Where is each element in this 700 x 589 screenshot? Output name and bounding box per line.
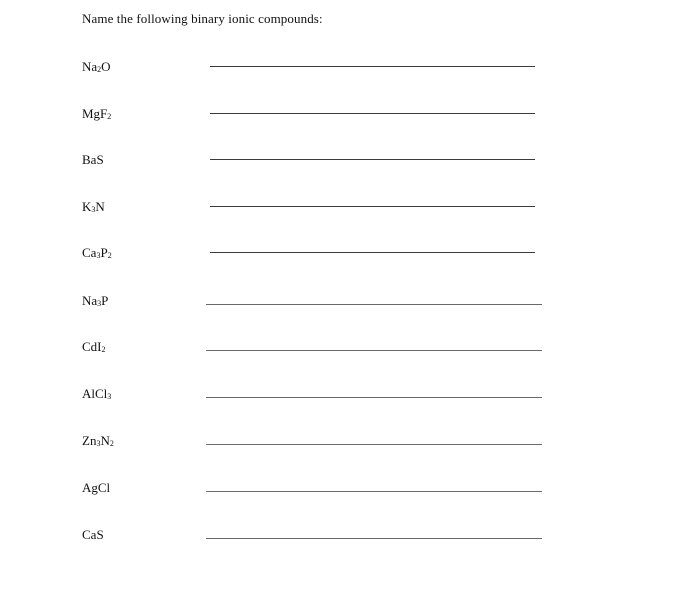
compound-formula <box>82 293 108 309</box>
formula-element-symbol: AlCl <box>82 386 108 401</box>
compound-row <box>0 433 700 457</box>
compound-row <box>0 199 700 223</box>
answer-blank-line[interactable] <box>210 206 535 207</box>
formula-subscript: 3 <box>96 439 101 448</box>
compound-formula <box>82 152 104 168</box>
formula-element-symbol: K <box>82 199 92 214</box>
formula-element-symbol: Ca <box>82 245 97 260</box>
compound-row <box>0 106 700 130</box>
compound-formula <box>82 199 105 215</box>
answer-blank-line[interactable] <box>206 491 542 492</box>
compound-formula <box>82 527 104 543</box>
answer-blank-line[interactable] <box>206 444 542 445</box>
compound-formula <box>82 339 106 355</box>
instruction-heading: Name the following binary ionic compounds: <box>82 11 323 26</box>
formula-subscript: 2 <box>107 251 112 260</box>
answer-blank-line[interactable] <box>210 113 535 114</box>
compound-formula <box>82 480 110 496</box>
formula-subscript: 3 <box>107 392 112 401</box>
compound-formula <box>82 245 112 261</box>
compound-formula <box>82 386 111 402</box>
formula-element-symbol: CdI <box>82 339 102 354</box>
formula-element-symbol: N <box>100 433 110 448</box>
compound-row <box>0 293 700 317</box>
formula-subscript: 3 <box>91 205 96 214</box>
compound-row <box>0 386 700 410</box>
formula-subscript: 3 <box>96 251 101 260</box>
answer-blank-line[interactable] <box>206 304 542 305</box>
formula-element-symbol: BaS <box>82 152 104 167</box>
compound-row <box>0 339 700 363</box>
formula-subscript: 2 <box>107 112 112 121</box>
formula-element-symbol: Na <box>82 293 98 308</box>
formula-subscript: 2 <box>109 439 114 448</box>
formula-element-symbol: O <box>101 59 111 74</box>
compound-row <box>0 527 700 551</box>
formula-subscript: 2 <box>97 65 102 74</box>
compound-formula <box>82 59 111 75</box>
answer-blank-line[interactable] <box>206 350 542 351</box>
compound-row <box>0 59 700 83</box>
compound-row <box>0 480 700 504</box>
answer-blank-line[interactable] <box>206 397 542 398</box>
formula-element-symbol: Zn <box>82 433 97 448</box>
formula-element-symbol: P <box>101 293 109 308</box>
compound-row <box>0 152 700 176</box>
formula-element-symbol: N <box>95 199 105 214</box>
compound-formula <box>82 433 114 449</box>
answer-blank-line[interactable] <box>206 538 542 539</box>
formula-subscript: 3 <box>97 299 102 308</box>
formula-element-symbol: MgF <box>82 106 108 121</box>
compound-formula <box>82 106 111 122</box>
answer-blank-line[interactable] <box>210 159 535 160</box>
answer-blank-line[interactable] <box>210 252 535 253</box>
formula-element-symbol: CaS <box>82 527 104 542</box>
formula-element-symbol: Na <box>82 59 98 74</box>
formula-element-symbol: AgCl <box>82 480 111 495</box>
compound-row <box>0 245 700 269</box>
answer-blank-line[interactable] <box>210 66 535 67</box>
formula-subscript: 2 <box>101 345 106 354</box>
formula-element-symbol: P <box>100 245 108 260</box>
